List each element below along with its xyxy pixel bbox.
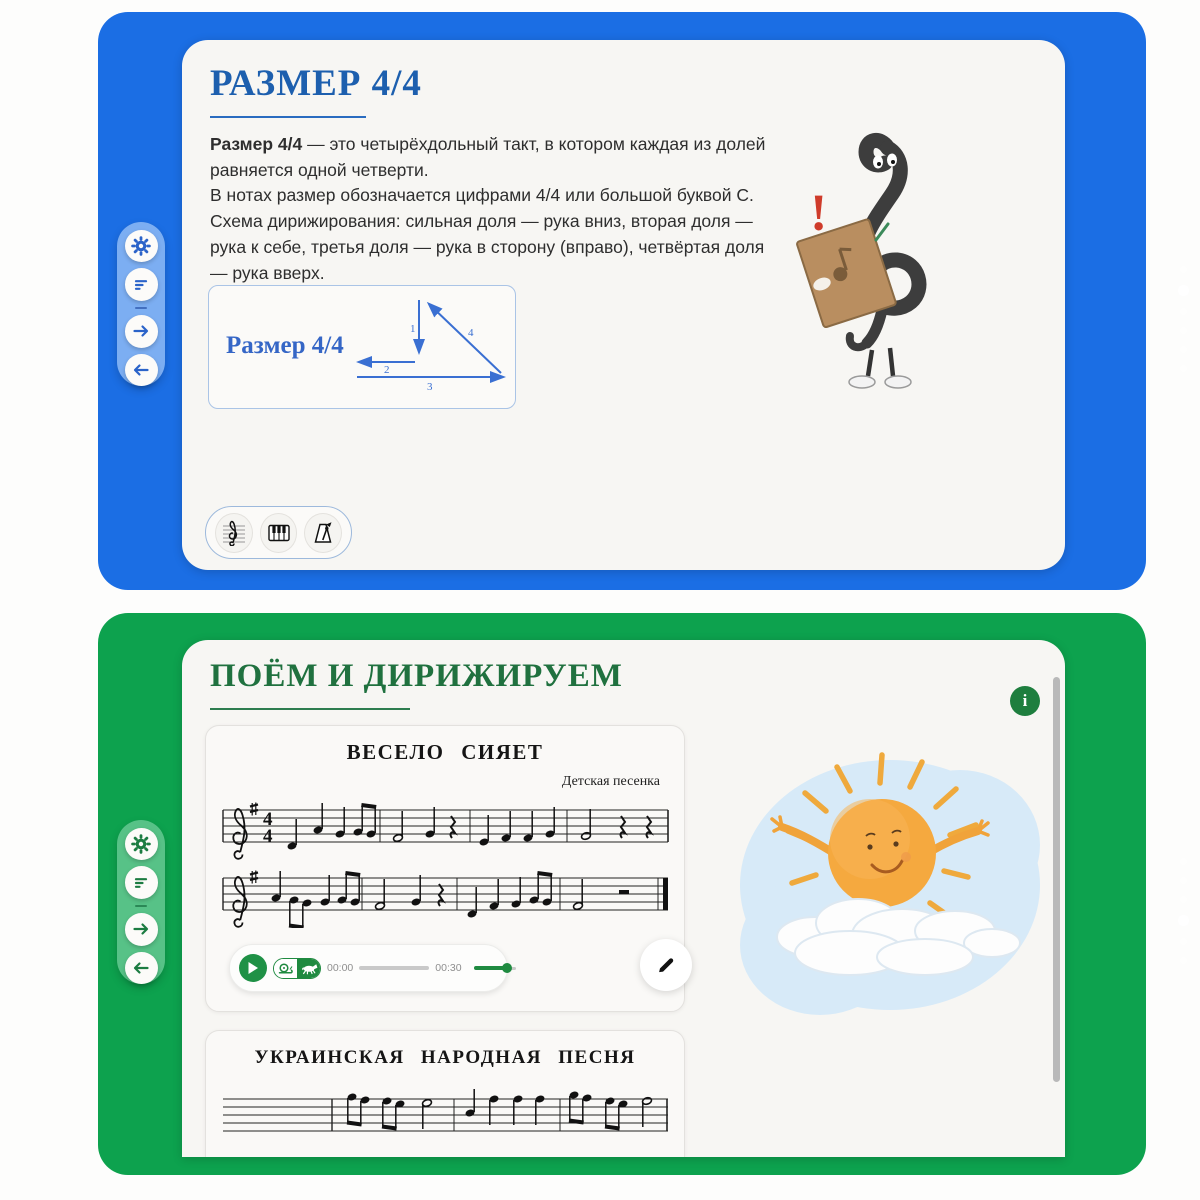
gear-icon xyxy=(131,834,151,854)
songs-card xyxy=(182,640,1065,1157)
sidebar-divider xyxy=(135,905,147,907)
pagination-dot[interactable] xyxy=(1180,346,1187,353)
treble-clef-character-illustration xyxy=(792,112,974,404)
lesson-text-line3: Схема дирижирования: сильная доля — рука вниз, вторая доля — рука к себе, третья доля — рука в сторону (вправо), четвёртая доля — рука вверх. xyxy=(210,211,765,283)
lesson-text: Размер 4/4 — это четырёхдольный такт, в котором каждая из долей равняется одной четверти. В нотах размер обозначается цифрами 4/4 или большой буквой С. Схема дирижирования: сильная доля — рука вниз, вторая доля — рука к себе, третья доля — рука в сторону (вправо), четвёртая доля — рука вверх. xyxy=(210,132,780,286)
song-card-ukrainska xyxy=(205,1030,685,1157)
song-title: ВЕСЕЛО СИЯЕТ xyxy=(346,740,544,764)
tempo-toggle[interactable] xyxy=(273,958,321,979)
pagination-dot[interactable] xyxy=(1180,896,1187,903)
song-subtitle: Детская песенка xyxy=(561,774,660,789)
page-title: РАЗМЕР 4/4 xyxy=(210,63,422,104)
slide-panel-razmer xyxy=(98,12,1146,590)
pagination-dot[interactable] xyxy=(1180,858,1187,865)
clef-tool-button[interactable] xyxy=(215,513,253,553)
arrow-right-icon xyxy=(131,321,151,341)
progress-bar[interactable] xyxy=(359,966,429,970)
play-button[interactable] xyxy=(239,954,267,982)
gear-icon xyxy=(131,236,151,256)
info-icon: i xyxy=(1022,691,1028,710)
title-underline xyxy=(210,708,410,710)
pagination-dot-active[interactable] xyxy=(1178,915,1189,926)
pagination-dot[interactable] xyxy=(1180,957,1187,964)
title-underline xyxy=(210,116,366,118)
sheet-music-line-1 xyxy=(222,796,670,860)
arrow-left-icon xyxy=(131,360,151,380)
back-slide-button[interactable] xyxy=(125,952,158,984)
metronome-icon xyxy=(311,521,335,545)
arrow-right-icon xyxy=(131,919,151,939)
slide-pagination xyxy=(1178,858,1189,964)
svg-text:4: 4 xyxy=(263,826,273,847)
svg-text:4: 4 xyxy=(263,809,273,830)
volume-knob[interactable] xyxy=(502,963,512,973)
treble-clef-icon xyxy=(221,520,247,546)
sun-on-clouds-illustration xyxy=(730,735,1060,1035)
lesson-text-line2: В нотах размер обозначается цифрами 4/4 или большой буквой С. xyxy=(210,185,754,206)
page-title: ПОЁМ И ДИРИЖИРУЕМ xyxy=(210,658,623,694)
info-button[interactable] xyxy=(1010,686,1040,716)
song-title: УКРАИНСКАЯ НАРОДНАЯ ПЕСНЯ xyxy=(254,1047,636,1068)
tempo-slow-option[interactable] xyxy=(274,959,297,978)
pagination-dot[interactable] xyxy=(1180,365,1187,372)
slide-panel-poem xyxy=(98,613,1146,1175)
arrow-left-icon xyxy=(131,958,151,978)
settings-button[interactable] xyxy=(125,230,158,262)
settings-button[interactable] xyxy=(125,828,158,860)
lesson-text-lead: Размер 4/4 xyxy=(210,134,303,154)
pagination-dot[interactable] xyxy=(1180,308,1187,315)
pagination-dot[interactable] xyxy=(1180,938,1187,945)
conducting-scheme-diagram xyxy=(347,292,513,404)
time-total: 00:30 xyxy=(435,962,462,974)
sheet-music-line-2 xyxy=(222,864,670,928)
back-slide-button[interactable] xyxy=(125,354,158,386)
piano-icon xyxy=(267,521,291,545)
svg-text:4: 4 xyxy=(468,327,474,339)
slide-sidebar xyxy=(117,222,165,386)
pagination-dot[interactable] xyxy=(1180,877,1187,884)
audio-player xyxy=(229,944,508,992)
playlist-button[interactable] xyxy=(125,866,158,898)
tempo-fast-option-selected[interactable] xyxy=(297,959,320,978)
pagination-dot[interactable] xyxy=(1180,327,1187,334)
lesson-card xyxy=(182,40,1065,570)
playlist-icon xyxy=(131,275,151,295)
horse-icon xyxy=(300,962,318,975)
music-toolbar xyxy=(205,506,352,559)
slide-pagination xyxy=(1178,266,1189,372)
playlist-icon xyxy=(131,873,151,893)
song-card-veselo xyxy=(205,725,685,1012)
next-slide-button[interactable] xyxy=(125,913,158,945)
slide-sidebar xyxy=(117,820,165,984)
snail-icon xyxy=(278,962,294,975)
pagination-dot-active[interactable] xyxy=(1178,285,1189,296)
pagination-dot[interactable] xyxy=(1180,266,1187,273)
svg-text:!: ! xyxy=(810,185,828,242)
piano-tool-button[interactable] xyxy=(260,513,298,553)
sidebar-divider xyxy=(135,307,147,309)
svg-text:1: 1 xyxy=(410,323,416,335)
edit-button[interactable] xyxy=(640,939,692,991)
volume-slider[interactable] xyxy=(474,963,518,974)
conducting-diagram-card xyxy=(208,285,516,409)
play-icon xyxy=(247,961,259,975)
next-slide-button[interactable] xyxy=(125,315,158,347)
pencil-icon xyxy=(655,954,677,976)
time-current: 00:00 xyxy=(327,962,354,974)
svg-text:3: 3 xyxy=(427,381,433,393)
sheet-music-partial xyxy=(222,1089,670,1157)
svg-text:2: 2 xyxy=(384,364,390,376)
metronome-tool-button[interactable] xyxy=(304,513,342,553)
diagram-label: Размер 4/4 xyxy=(226,332,344,359)
playlist-button[interactable] xyxy=(125,268,158,300)
